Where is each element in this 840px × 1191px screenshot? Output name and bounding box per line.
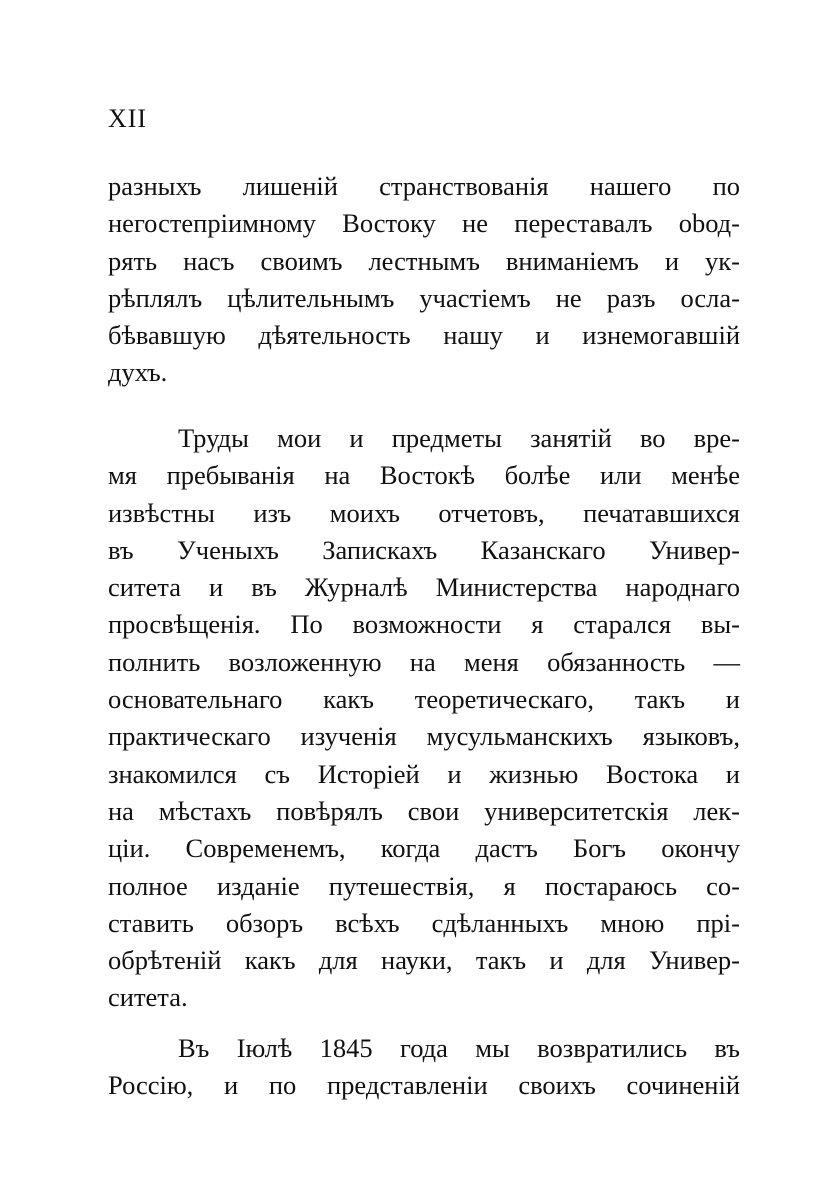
text-line: рять насъ своимъ лестнымъ вниманіемъ и ук- [108, 245, 740, 276]
paragraph-3 [108, 1030, 740, 1105]
text-line: ситета. [108, 982, 188, 1013]
text-line: духъ. [108, 357, 168, 388]
text-line: Въ Іюлѣ 1845 года мы возвратились въ [178, 1033, 740, 1063]
text-line: знакомился съ Исторіей и жизнью Востока и [108, 758, 740, 789]
text-line: извѣстны изъ моихъ отчетовъ, печатавшихся [108, 497, 740, 528]
paragraph-2 [108, 420, 740, 1017]
text-line: Труды мои и предметы занятій во вре- [178, 423, 740, 453]
text-line: на мѣстахъ повѣрялъ свои университетскія лек- [108, 795, 740, 826]
text-line: просвѣщенія. По возможности я старался вы- [108, 609, 740, 640]
text-line: ситета и въ Журналѣ Министерства народнаго [108, 572, 740, 603]
text-line: рѣплялъ цѣлительнымъ участіемъ не разъ осла- [108, 282, 740, 313]
text-line: обрѣтеній какъ для науки, такъ и для Универ- [108, 945, 740, 976]
page-number: XII [108, 104, 148, 133]
text-line: мя пребыванія на Востокѣ болѣе или менѣе [108, 460, 740, 491]
text-line: ставить обзоръ всѣхъ сдѣланныхъ мною прі- [108, 907, 740, 938]
text-line: ціи. Современемъ, когда дастъ Богъ окончу [108, 833, 740, 864]
text-line: основательнаго какъ теоретическаго, такъ и [108, 684, 740, 715]
text-line: практическаго изученія мусульманскихъ языковъ, [108, 721, 740, 752]
text-line: полнить возложенную на меня обязанность — [108, 646, 740, 677]
text-line: бѣвавшую дѣятельность нашу и изнемогавшій [108, 320, 740, 351]
paragraph-1 [108, 168, 740, 392]
text-line: разныхъ лишеній странствованія нашего по [108, 171, 740, 201]
text-line: въ Ученыхъ Запискахъ Казанскаго Универ- [108, 534, 740, 565]
text-line: полное изданіе путешествія, я постараюсь со- [108, 870, 740, 901]
text-line: Россію, и по представленіи своихъ сочиненій [108, 1070, 740, 1101]
text-line: негостепріимному Востоку не переставалъ obод- [108, 208, 740, 239]
